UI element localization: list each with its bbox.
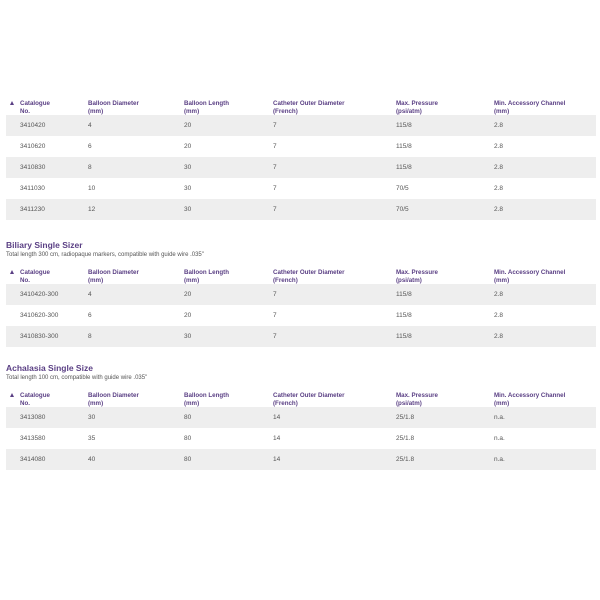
cell-balloon-diameter: 6 bbox=[88, 312, 92, 319]
column-header-line: Catheter Outer Diameter bbox=[273, 100, 345, 107]
cell-balloon-length: 30 bbox=[184, 199, 273, 220]
sort-ascending-icon[interactable] bbox=[10, 270, 14, 274]
cell-balloon-length: 30 bbox=[184, 185, 192, 192]
cell-balloon-diameter: 35 bbox=[88, 435, 96, 442]
cell-balloon-length: 20 bbox=[184, 143, 192, 150]
cell-min-accessory-channel: n.a. bbox=[494, 407, 596, 428]
section-achalasia-single-size bbox=[6, 363, 596, 382]
column-header-catalogue-no[interactable] bbox=[6, 265, 88, 284]
column-header-line: No. bbox=[20, 107, 30, 115]
table-row bbox=[6, 178, 596, 199]
cell-catheter-outer-diameter: 7 bbox=[273, 312, 277, 319]
column-header-balloon-diameter bbox=[88, 388, 184, 407]
column-header-catalogue-no[interactable] bbox=[6, 96, 88, 115]
column-header-line: Min. Accessory Channel bbox=[494, 392, 566, 399]
column-header-balloon-length bbox=[184, 265, 273, 284]
column-header-line: Balloon Diameter bbox=[88, 100, 139, 107]
column-header-max-pressure bbox=[396, 388, 494, 407]
cell-catalogue-no: 3413080 bbox=[6, 407, 88, 428]
cell-balloon-diameter: 4 bbox=[88, 115, 184, 136]
cell-catalogue-no: 3410620 bbox=[20, 143, 46, 150]
cell-max-pressure: 25/1.8 bbox=[396, 449, 494, 470]
cell-balloon-length: 80 bbox=[184, 407, 273, 428]
column-header-line: Catalogue bbox=[20, 392, 50, 399]
cell-balloon-length: 20 bbox=[184, 284, 273, 305]
table-row bbox=[6, 407, 596, 428]
cell-min-accessory-channel: 2.8 bbox=[494, 312, 504, 319]
column-header-min-accessory-channel bbox=[494, 96, 596, 115]
column-header-line: (mm) bbox=[88, 276, 104, 284]
cell-min-accessory-channel: 2.8 bbox=[494, 115, 596, 136]
column-header-min-accessory-channel bbox=[494, 265, 596, 284]
cell-max-pressure: 70/5 bbox=[396, 185, 409, 192]
column-header-line: (mm) bbox=[88, 399, 104, 407]
section-biliary-single-sizer bbox=[6, 240, 596, 259]
cell-catheter-outer-diameter: 7 bbox=[273, 185, 277, 192]
column-header-line: No. bbox=[20, 276, 30, 284]
cell-catheter-outer-diameter: 7 bbox=[273, 199, 396, 220]
table-row bbox=[6, 449, 596, 470]
cell-catalogue-no: 3410830-300 bbox=[6, 326, 88, 347]
column-header-line: Catalogue bbox=[20, 269, 50, 276]
cell-min-accessory-channel: 2.8 bbox=[494, 199, 596, 220]
column-header-balloon-length bbox=[184, 96, 273, 115]
cell-min-accessory-channel: 2.8 bbox=[494, 157, 596, 178]
column-header-line: (French) bbox=[273, 399, 298, 407]
column-header-line: No. bbox=[20, 399, 30, 407]
cell-catheter-outer-diameter: 14 bbox=[273, 449, 396, 470]
column-header-line: (mm) bbox=[184, 107, 200, 115]
column-header-line: Catheter Outer Diameter bbox=[273, 392, 345, 399]
cell-catheter-outer-diameter: 7 bbox=[273, 115, 396, 136]
column-header-line: (French) bbox=[273, 276, 298, 284]
cell-balloon-diameter: 12 bbox=[88, 199, 184, 220]
cell-balloon-length: 80 bbox=[184, 449, 273, 470]
sort-ascending-icon[interactable] bbox=[10, 101, 14, 105]
column-header-line: (mm) bbox=[88, 107, 104, 115]
table-row bbox=[6, 428, 596, 449]
cell-catalogue-no: 3410620-300 bbox=[20, 312, 59, 319]
column-header-line: Max. Pressure bbox=[396, 269, 438, 276]
cell-max-pressure: 115/8 bbox=[396, 115, 494, 136]
column-header-line: Max. Pressure bbox=[396, 392, 438, 399]
table-row bbox=[6, 157, 596, 178]
column-header-line: (psi/atm) bbox=[396, 107, 422, 115]
column-header-line: (mm) bbox=[494, 276, 510, 284]
cell-min-accessory-channel: n.a. bbox=[494, 435, 505, 442]
cell-balloon-diameter: 6 bbox=[88, 143, 92, 150]
cell-balloon-length: 30 bbox=[184, 157, 273, 178]
column-header-line: (psi/atm) bbox=[396, 276, 422, 284]
column-header-line: Balloon Length bbox=[184, 269, 230, 276]
cell-max-pressure: 25/1.8 bbox=[396, 407, 494, 428]
cell-balloon-diameter: 30 bbox=[88, 407, 184, 428]
cell-max-pressure: 115/8 bbox=[396, 157, 494, 178]
cell-catheter-outer-diameter: 7 bbox=[273, 143, 277, 150]
table-row bbox=[6, 115, 596, 136]
cell-catheter-outer-diameter: 14 bbox=[273, 435, 281, 442]
column-header-max-pressure bbox=[396, 265, 494, 284]
cell-catalogue-no: 3414080 bbox=[6, 449, 88, 470]
cell-balloon-length: 80 bbox=[184, 435, 192, 442]
column-header-balloon-diameter bbox=[88, 96, 184, 115]
column-header-catheter-outer-diameter bbox=[273, 96, 396, 115]
cell-min-accessory-channel: n.a. bbox=[494, 449, 596, 470]
cell-balloon-length: 30 bbox=[184, 326, 273, 347]
cell-max-pressure: 115/8 bbox=[396, 326, 494, 347]
cell-catalogue-no: 3411030 bbox=[20, 185, 45, 192]
sort-ascending-icon[interactable] bbox=[10, 393, 14, 397]
cell-catalogue-no: 3411230 bbox=[6, 199, 88, 220]
spec-table-2 bbox=[6, 265, 596, 347]
table-row bbox=[6, 199, 596, 220]
cell-balloon-diameter: 10 bbox=[88, 185, 96, 192]
column-header-line: (mm) bbox=[184, 399, 200, 407]
table-row bbox=[6, 326, 596, 347]
column-header-min-accessory-channel bbox=[494, 388, 596, 407]
cell-balloon-diameter: 40 bbox=[88, 449, 184, 470]
cell-max-pressure: 115/8 bbox=[396, 143, 412, 150]
column-header-catheter-outer-diameter bbox=[273, 388, 396, 407]
table-row bbox=[6, 284, 596, 305]
column-header-line: Balloon Diameter bbox=[88, 269, 139, 276]
section-title: Achalasia Single Size bbox=[6, 363, 93, 373]
spec-table-1 bbox=[6, 96, 596, 220]
section-title: Biliary Single Sizer bbox=[6, 240, 83, 250]
column-header-line: Balloon Diameter bbox=[88, 392, 139, 399]
column-header-line: (mm) bbox=[494, 399, 510, 407]
column-header-line: (mm) bbox=[184, 276, 200, 284]
table-row bbox=[6, 305, 596, 326]
cell-max-pressure: 115/8 bbox=[396, 312, 412, 319]
column-header-catheter-outer-diameter bbox=[273, 265, 396, 284]
column-header-line: Balloon Length bbox=[184, 100, 230, 107]
cell-balloon-diameter: 8 bbox=[88, 326, 184, 347]
cell-max-pressure: 115/8 bbox=[396, 284, 494, 305]
column-header-line: Balloon Length bbox=[184, 392, 230, 399]
cell-catheter-outer-diameter: 7 bbox=[273, 326, 396, 347]
section-description: Total length 100 cm, compatible with guide wire .035" bbox=[6, 375, 148, 381]
column-header-line: Min. Accessory Channel bbox=[494, 269, 566, 276]
cell-catheter-outer-diameter: 14 bbox=[273, 407, 396, 428]
column-header-catalogue-no[interactable] bbox=[6, 388, 88, 407]
column-header-balloon-diameter bbox=[88, 265, 184, 284]
table-header-row bbox=[6, 96, 596, 115]
column-header-line: Min. Accessory Channel bbox=[494, 100, 566, 107]
table-header-row bbox=[6, 265, 596, 284]
table-header-row bbox=[6, 388, 596, 407]
column-header-line: Catheter Outer Diameter bbox=[273, 269, 345, 276]
cell-catalogue-no: 3413580 bbox=[20, 435, 46, 442]
cell-min-accessory-channel: 2.8 bbox=[494, 185, 504, 192]
cell-catalogue-no: 3410830 bbox=[6, 157, 88, 178]
column-header-line: Max. Pressure bbox=[396, 100, 438, 107]
cell-balloon-diameter: 4 bbox=[88, 284, 184, 305]
cell-min-accessory-channel: 2.8 bbox=[494, 284, 596, 305]
cell-balloon-diameter: 8 bbox=[88, 157, 184, 178]
cell-catalogue-no: 3410420 bbox=[6, 115, 88, 136]
column-header-max-pressure bbox=[396, 96, 494, 115]
cell-catheter-outer-diameter: 7 bbox=[273, 284, 396, 305]
column-header-line: Catalogue bbox=[20, 100, 50, 107]
cell-min-accessory-channel: 2.8 bbox=[494, 326, 596, 347]
cell-max-pressure: 25/1.8 bbox=[396, 435, 415, 442]
cell-min-accessory-channel: 2.8 bbox=[494, 143, 504, 150]
cell-max-pressure: 70/5 bbox=[396, 199, 494, 220]
spec-table-3 bbox=[6, 388, 596, 470]
column-header-line: (psi/atm) bbox=[396, 399, 422, 407]
cell-catheter-outer-diameter: 7 bbox=[273, 157, 396, 178]
cell-catalogue-no: 3410420-300 bbox=[6, 284, 88, 305]
cell-balloon-length: 20 bbox=[184, 312, 192, 319]
table-row bbox=[6, 136, 596, 157]
column-header-balloon-length bbox=[184, 388, 273, 407]
column-header-line: (French) bbox=[273, 107, 298, 115]
column-header-line: (mm) bbox=[494, 107, 510, 115]
product-specifications bbox=[6, 96, 596, 470]
section-description: Total length 300 cm, radiopaque markers, compatible with guide wire .035" bbox=[6, 252, 204, 258]
cell-balloon-length: 20 bbox=[184, 115, 273, 136]
